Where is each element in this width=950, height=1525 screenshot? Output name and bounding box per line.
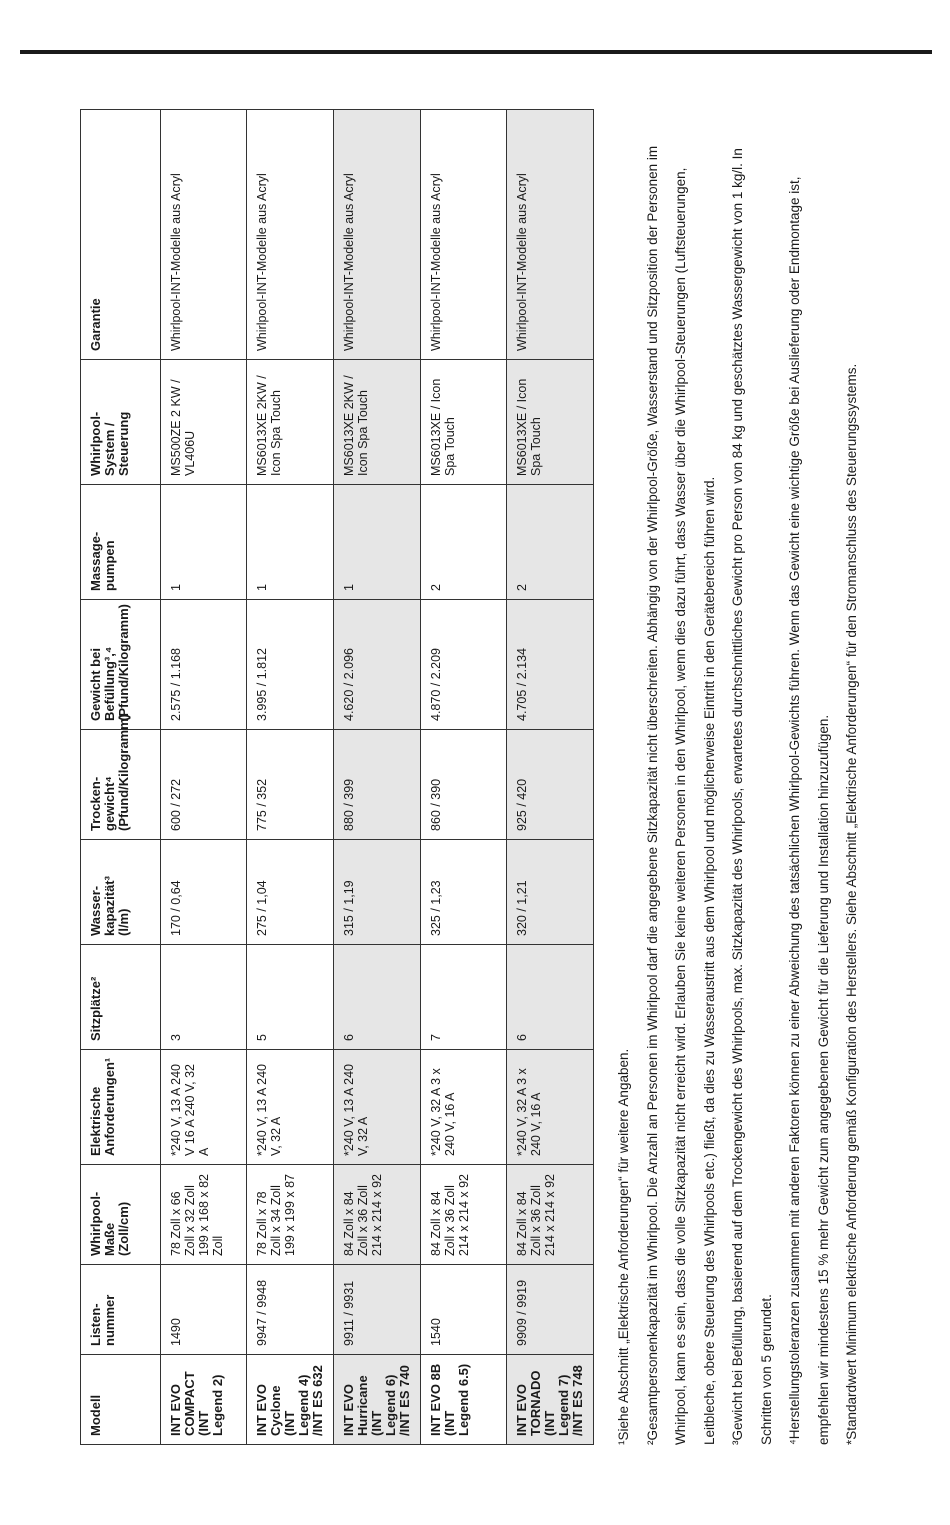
table-cell: MS6013XE 2KW / Icon Spa Touch — [334, 360, 421, 485]
header-cell: Wasser-kapazität³ (l/m) — [81, 840, 161, 945]
table-cell: 5 — [247, 945, 334, 1050]
model-cell: INT EVO Hurricane (INT Legend 6) /INT ES 740 — [334, 1355, 421, 1445]
table-cell: Whirlpool-INT-Modelle aus Acryl — [161, 110, 247, 360]
table-cell: 880 / 399 — [334, 730, 421, 840]
model-cell: INT EVO TORNADO (INT Legend 7) /INT ES 748 — [507, 1355, 594, 1445]
top-rule — [20, 50, 932, 54]
header-cell: Garantie — [81, 110, 161, 360]
table-cell: 275 / 1,04 — [247, 840, 334, 945]
header-cell: Whirlpool-Maße (Zoll/cm) — [81, 1165, 161, 1265]
table-cell: 1 — [161, 485, 247, 600]
table-cell: *240 V, 13 A 240 V, 32 A — [334, 1050, 421, 1165]
footnotes — [610, 110, 867, 1445]
table-row — [334, 110, 421, 1445]
table-cell: 84 Zoll x 84 Zoll x 36 Zoll 214 x 214 x 92 — [421, 1165, 507, 1265]
table-cell: 1 — [247, 485, 334, 600]
table-cell: 9909 / 9919 — [507, 1265, 594, 1355]
table-cell: 9911 / 9931 — [334, 1265, 421, 1355]
table-cell: 1540 — [421, 1265, 507, 1355]
model-cell: INT EVO Cyclone (INT Legend 4) /INT ES 632 — [247, 1355, 334, 1445]
table-cell: Whirlpool-INT-Modelle aus Acryl — [247, 110, 334, 360]
table-cell: 170 / 0,64 — [161, 840, 247, 945]
table-cell: *240 V, 32 A 3 x 240 V, 16 A — [507, 1050, 594, 1165]
table-cell: 3 — [161, 945, 247, 1050]
table-cell: 1490 — [161, 1265, 247, 1355]
table-cell: 1 — [334, 485, 421, 600]
table-row — [507, 110, 594, 1445]
table-cell: MS6013XE / Icon Spa Touch — [421, 360, 507, 485]
header-cell: Whirlpool-System / Steuerung — [81, 360, 161, 485]
table-cell: MS6013XE 2KW / Icon Spa Touch — [247, 360, 334, 485]
table-cell: 7 — [421, 945, 507, 1050]
header-cell: Sitzplätze² — [81, 945, 161, 1050]
table-cell: 4.705 / 2.134 — [507, 600, 594, 730]
table-cell: MS6013XE / Icon Spa Touch — [507, 360, 594, 485]
table-cell: 84 Zoll x 84 Zoll x 36 Zoll 214 x 214 x 92 — [334, 1165, 421, 1265]
footnote-3: ³Gewicht bei Befüllung, basierend auf dem Trockengewicht des Whirlpools, max. Sitzkapazität des Whirlpools, erwartetes durchschnittliches Gewicht pro Person von 84 kg und geschätztes Wassergewicht von 1 kg/l. In Schritten von 5 gerundet. — [730, 148, 774, 1445]
footnote-4: ⁴Herstellungstoleranzen zusammen mit anderen Faktoren können zu einer Abweichung des tatsächlichen Whirlpool-Gewichts führen. Wenn das Gewicht eine wichtige Größe bei Auslieferung oder Endmontage ist, empfehlen wir mindestens 15 % mehr Gewicht zum angegebenen Gewicht für die Lieferung und Installation hinzuzufügen. — [787, 176, 831, 1445]
header-cell: Gewicht bei Befüllung³,⁴ (Pfund/Kilogramm) — [81, 600, 161, 730]
table-cell: 925 / 420 — [507, 730, 594, 840]
table-cell: Whirlpool-INT-Modelle aus Acryl — [507, 110, 594, 360]
table-cell: *240 V, 32 A 3 x 240 V, 16 A — [421, 1050, 507, 1165]
table-row — [421, 110, 507, 1445]
table-cell: 2.575 / 1.168 — [161, 600, 247, 730]
header-cell: Elektrische Anforderungen¹ — [81, 1050, 161, 1165]
table-cell: 84 Zoll x 84 Zoll x 36 Zoll 214 x 214 x 92 — [507, 1165, 594, 1265]
header-cell: Trocken-gewicht⁴ (Pfund/Kilogramm) — [81, 730, 161, 840]
rotated-page-content — [80, 110, 940, 1445]
table-header-row — [81, 110, 161, 1445]
table-cell: 4.620 / 2.096 — [334, 600, 421, 730]
table-cell: 78 Zoll x 66 Zoll x 32 Zoll 199 x 168 x 82 Zoll — [161, 1165, 247, 1265]
table-cell: Whirlpool-INT-Modelle aus Acryl — [421, 110, 507, 360]
spec-table — [80, 109, 594, 1445]
table-cell: 6 — [334, 945, 421, 1050]
table-row — [247, 110, 334, 1445]
table-cell: 775 / 352 — [247, 730, 334, 840]
table-cell: *240 V, 13 A 240 V 16 A 240 V, 32 A — [161, 1050, 247, 1165]
model-cell: INT EVO 8B (INT Legend 6.5) — [421, 1355, 507, 1445]
table-cell: 600 / 272 — [161, 730, 247, 840]
table-cell: 2 — [507, 485, 594, 600]
table-cell: 9947 / 9948 — [247, 1265, 334, 1355]
footnote-1: ¹Siehe Abschnitt „Elektrische Anforderungen“ für weitere Angaben. — [616, 1048, 631, 1445]
table-cell: 78 Zoll x 78 Zoll x 34 Zoll 199 x 199 x 87 — [247, 1165, 334, 1265]
table-cell: 6 — [507, 945, 594, 1050]
table-cell: *240 V, 13 A 240 V, 32 A — [247, 1050, 334, 1165]
table-cell: MS500ZE 2 KW / VL406U — [161, 360, 247, 485]
header-cell: Modell — [81, 1355, 161, 1445]
table-cell: Whirlpool-INT-Modelle aus Acryl — [334, 110, 421, 360]
header-cell: Massage-pumpen — [81, 485, 161, 600]
table-cell: 860 / 390 — [421, 730, 507, 840]
table-cell: 325 / 1,23 — [421, 840, 507, 945]
table-cell: 320 / 1,21 — [507, 840, 594, 945]
footnote-standard: *Standardwert Minimum elektrische Anforderung gemäß Konfiguration des Herstellers. Siehe Abschnitt „Elektrische Anforderungen“ für den Stromanschluss des Steuerungssystems. — [844, 363, 859, 1445]
table-cell: 3.995 / 1.812 — [247, 600, 334, 730]
footnote-2: ²Gesamtpersonenkapazität im Whirlpool. Die Anzahl an Personen im Whirlpool darf die angegebene Sitzkapazität nicht überschreiten. Abhängig von der Whirlpool-Größe, Wasserstand und Sitzposition der Personen im Whirlpool, kann es sein, dass die volle Sitzkapazität nicht erreicht wird. Erlauben Sie keine weiteren Personen in den Whirlpool, wenn dies dazu führt, dass Wasser über die Whirlpool-Steuerungen (Luftsteuerungen, Leitbleche, obere Steuerung des Whirlpools etc.) fließt, da dies zu Wasseraustritt aus dem Whirlpool und möglicherweise Eintritt in den Gerätebereich führen wird. — [644, 145, 717, 1445]
model-cell: INT EVO COMPACT (INT Legend 2) — [161, 1355, 247, 1445]
table-cell: 4.870 / 2.209 — [421, 600, 507, 730]
table-cell: 315 / 1,19 — [334, 840, 421, 945]
table-row — [161, 110, 247, 1445]
header-cell: Listen-nummer — [81, 1265, 161, 1355]
table-cell: 2 — [421, 485, 507, 600]
